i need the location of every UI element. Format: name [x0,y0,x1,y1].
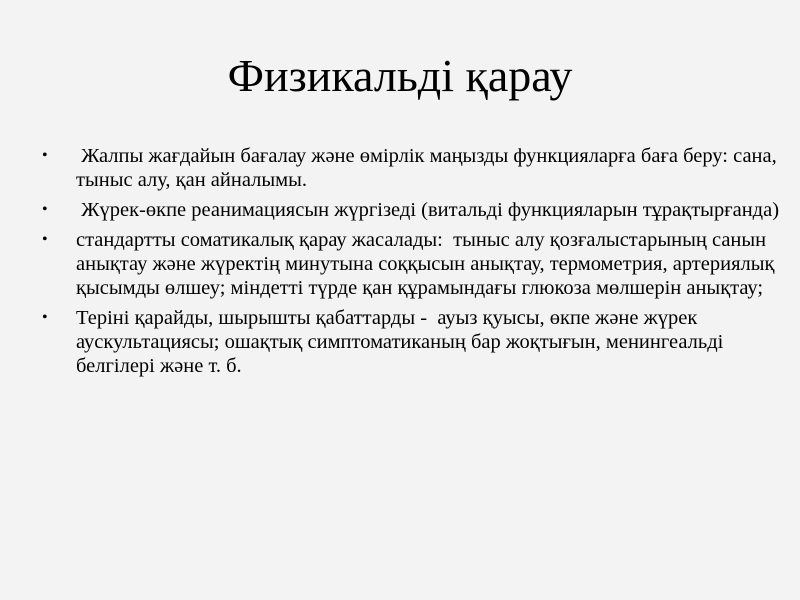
bullet-icon: • [42,309,48,326]
bullet-icon: • [42,147,48,164]
bullet-text: Теріні қарайды, шырышты қабаттарды - ауыз қуысы, өкпе және жүрек аускультациясы; ошақтық симптоматиканың бар жоқтығын, менингеальді белгілері және т. б. [76,307,729,377]
bullet-item [40,144,780,192]
bullet-icon: • [42,201,48,218]
bullet-item [40,198,780,222]
bullet-text: Жалпы жағдайын бағалау және өмірлік маңызды функцияларға баға беру: сана, тыныс алу, қан айналымы. [76,145,782,191]
bullet-icon: • [42,231,48,248]
bullet-item [40,306,780,378]
bullet-text: Жүрек-өкпе реанимациясын жүргізеді (витальді функцияларын тұрақтырғанда) [76,199,780,221]
bullet-text: стандартты соматикалық қарау жасалады: тыныс алу қозғалыстарының санын анықтау және жүректің минутына соққысын анықтау, термометрия, артериялық қысымды өлшеу; міндетті түрде қан құрамындағы глюкоза мөлшерін анықтау; [76,229,780,299]
bullet-item [40,228,780,300]
slide-title: Физикальді қарау [227,50,573,101]
bullet-list [40,144,780,384]
